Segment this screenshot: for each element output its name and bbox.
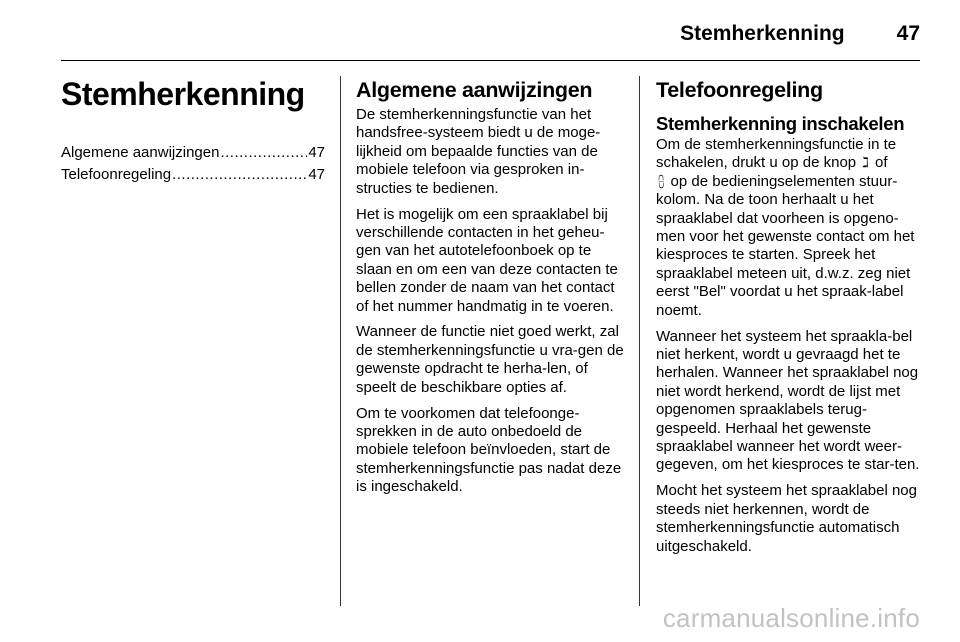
general-paragraph-4: Om te voorkomen dat telefoonge-sprekken in de auto onbedoeld de mobiele telefoon beïnvloeden, start de stemherkenningsfunctie pas nadat deze is ingeschakeld. — [356, 404, 622, 496]
toc-leader-dots — [220, 142, 307, 164]
general-paragraph-3: Wanneer de functie niet goed werkt, zal de stemherkenningsfunctie u vra-gen de gewenste opdracht te herha-len, of speelt de beschikbare opties af. — [356, 323, 624, 396]
running-header — [680, 14, 920, 54]
toc-entry-phone[interactable] — [61, 164, 325, 186]
column-divider-1 — [340, 76, 341, 606]
watermark: carmanualsonline.info — [662, 603, 920, 633]
subsection-title-activate: Stemherkenning inschakelen — [656, 113, 905, 134]
general-notes-column — [356, 76, 624, 504]
activate-paragraph-3: Mocht het systeem het spraaklabel nog steeds niet herkennen, wordt de stemherkenningsfunctie automatisch uitgeschakeld. — [656, 482, 917, 555]
toc-entry-label: Algemene aanwijzingen — [61, 144, 220, 161]
steering-voice-control-icon: ⩉ — [658, 173, 665, 190]
chapter-title: Stemherkenning — [61, 76, 305, 112]
table-of-contents — [61, 142, 325, 186]
activate-paragraph-1 — [656, 136, 922, 320]
activate-text-or: of — [875, 154, 888, 172]
activate-paragraph-2: Wanneer het systeem het spraakla-bel niet herkent, wordt u gevraagd het te herhalen. Wanneer het spraaklabel nog niet wordt herkend, wordt de lijst met opgenomen spraaklabels terug-gespeeld. Herhaal het gewenste spraaklabel wanneer het wordt weer-gegeven, om het kiesproces te star-ten. — [656, 327, 920, 474]
toc-entry-label: Telefoonregeling — [61, 166, 172, 183]
activate-text-part-1: Om de stemherkenningsfunctie in te schakelen, drukt u op de knop — [656, 136, 897, 172]
toc-entry-general[interactable] — [61, 142, 325, 164]
section-title-general: Algemene aanwijzingen — [356, 78, 593, 102]
toc-entry-page: 47 — [308, 144, 325, 161]
section-title-phone: Telefoonregeling — [656, 78, 823, 102]
phone-control-column — [656, 76, 922, 563]
voice-button-icon: ℷ — [862, 155, 869, 172]
toc-leader-dots — [172, 164, 307, 186]
general-paragraph-1: De stemherkenningsfunctie van het handsfree-systeem biedt u de moge-lijkheid om bepaalde functies van de mobiele telefoon via gesproken in-structies te bedienen. — [356, 106, 601, 197]
activate-text-part-2: op de bedieningselementen stuur-kolom. Na de toon herhaalt u het spraaklabel dat voorheen is opgeno-men voor het gewenste contact om het kiesproces te starten. Spreek het spraaklabel meteen uit, d.w.z. zeg niet eerst "Bel" voordat u het spraak-label noemt. — [656, 172, 915, 319]
chapter-column — [61, 76, 325, 186]
toc-entry-page: 47 — [308, 166, 325, 183]
general-paragraph-2: Het is mogelijk om een spraaklabel bij verschillende contacten in het geheu-gen van het autotelefoonboek op te slaan en om een van deze contacten te bellen zonder de naam van het contact of het nummer handmatig in te voeren. — [356, 205, 618, 315]
page-number: 47 — [896, 22, 920, 45]
running-header-title: Stemherkenning — [680, 22, 845, 45]
header-rule — [61, 60, 920, 61]
column-divider-2 — [639, 76, 640, 606]
